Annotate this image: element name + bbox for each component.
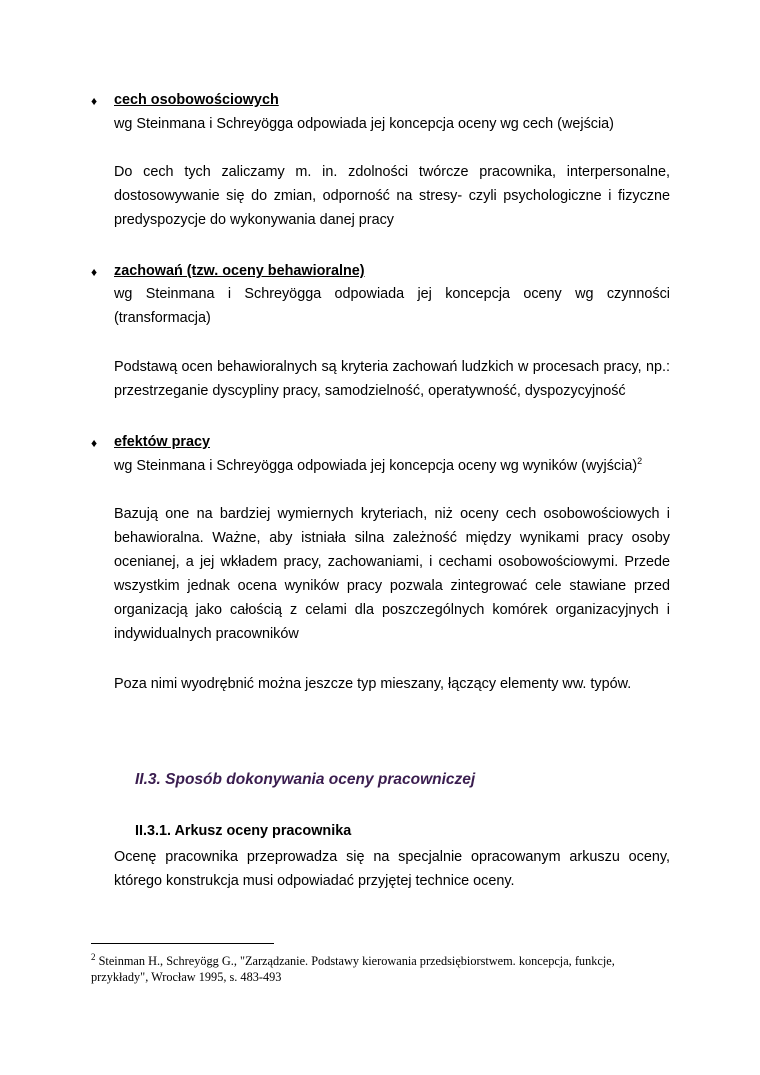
paragraph-line: predyspozycje do wykonywania danej pracy (114, 212, 394, 228)
paragraph-line: Do cech tych zaliczamy m. in. zdolności twórcze pracownika, interpersonalne, (114, 164, 670, 180)
paragraph-line: behawioralna. Ważne, aby istniała silna zależność między wynikami pracy osoby (114, 530, 670, 546)
footnote-ref: 2 (637, 456, 643, 467)
closing-line: Poza nimi wyodrębnić można jeszcze typ mieszany, łączący elementy ww. typów. (114, 676, 632, 692)
section-heading-behaviour: zachowań (tzw. oceny behawioralne) (114, 263, 365, 279)
paragraph-results (114, 502, 670, 646)
section-source-behaviour (114, 282, 670, 330)
paragraph-line: organizacją jako całością z celami dla poszczególnych komórek organizacyjnych i (114, 602, 670, 618)
paragraph-line: dostosowywanie się do zmian, odporność na stresy- czyli psychologiczne i fizyczne (114, 188, 670, 204)
paragraph-line: Podstawą ocen behawioralnych są kryteria zachowań ludzkich w procesach pracy, np.: (114, 359, 670, 375)
footnote (91, 953, 651, 985)
paragraph-line: przestrzeganie dyscypliny pracy, samodzielność, operatywność, dyspozycyjność (114, 383, 626, 399)
chapter-heading: II.3. Sposób dokonywania oceny pracowniczej (135, 771, 476, 788)
paragraph-line: indywidualnych pracowników (114, 626, 299, 642)
section-heading-traits: cech osobowościowych (114, 92, 279, 108)
bullet-icon: ♦ (91, 94, 98, 108)
footnote-number: 2 (91, 951, 96, 962)
paragraph-line: Ocenę pracownika przeprowadza się na specjalnie opracowanym arkuszu oceny, (114, 849, 670, 865)
paragraph-line: Bazują one na bardziej wymiernych kryteriach, niż oceny cech osobowościowych i (114, 506, 670, 522)
subchapter-heading: II.3.1. Arkusz oceny pracownika (135, 823, 352, 839)
source-line: (transformacja) (114, 310, 211, 326)
paragraph-line: wszystkim jednak ocena wyników pracy pozwala zintegrować cele stawiane przed (114, 578, 670, 594)
source-text: wg Steinmana i Schreyögga odpowiada jej koncepcja oceny wg wyników (wyjścia) (114, 458, 638, 474)
paragraph-line: ocenianej, a jej wkładem pracy, zachowaniami, i cechami osobowościowymi. Przede (114, 554, 670, 570)
paragraph-behaviour (114, 355, 670, 403)
paragraph-traits (114, 160, 670, 232)
footnote-text: Steinman H., Schreyögg G., "Zarządzanie. Podstawy kierowania przedsiębiorstwem. koncepcja, funkcje, przykłady", Wrocław 1995, s. 483-493 (91, 954, 615, 984)
bullet-icon: ♦ (91, 265, 98, 279)
paragraph-line: którego konstrukcja musi odpowiadać przyjętej technice oceny. (114, 873, 515, 889)
section-heading-results: efektów pracy (114, 434, 210, 450)
section-source-results (114, 457, 642, 475)
section-source-traits: wg Steinmana i Schreyögga odpowiada jej koncepcja oceny wg cech (wejścia) (114, 116, 614, 132)
bullet-icon: ♦ (91, 436, 98, 450)
subchapter-paragraph (114, 845, 670, 893)
footnote-divider (91, 943, 274, 944)
source-line: wg Steinmana i Schreyögga odpowiada jej koncepcja oceny wg czynności (114, 286, 670, 302)
